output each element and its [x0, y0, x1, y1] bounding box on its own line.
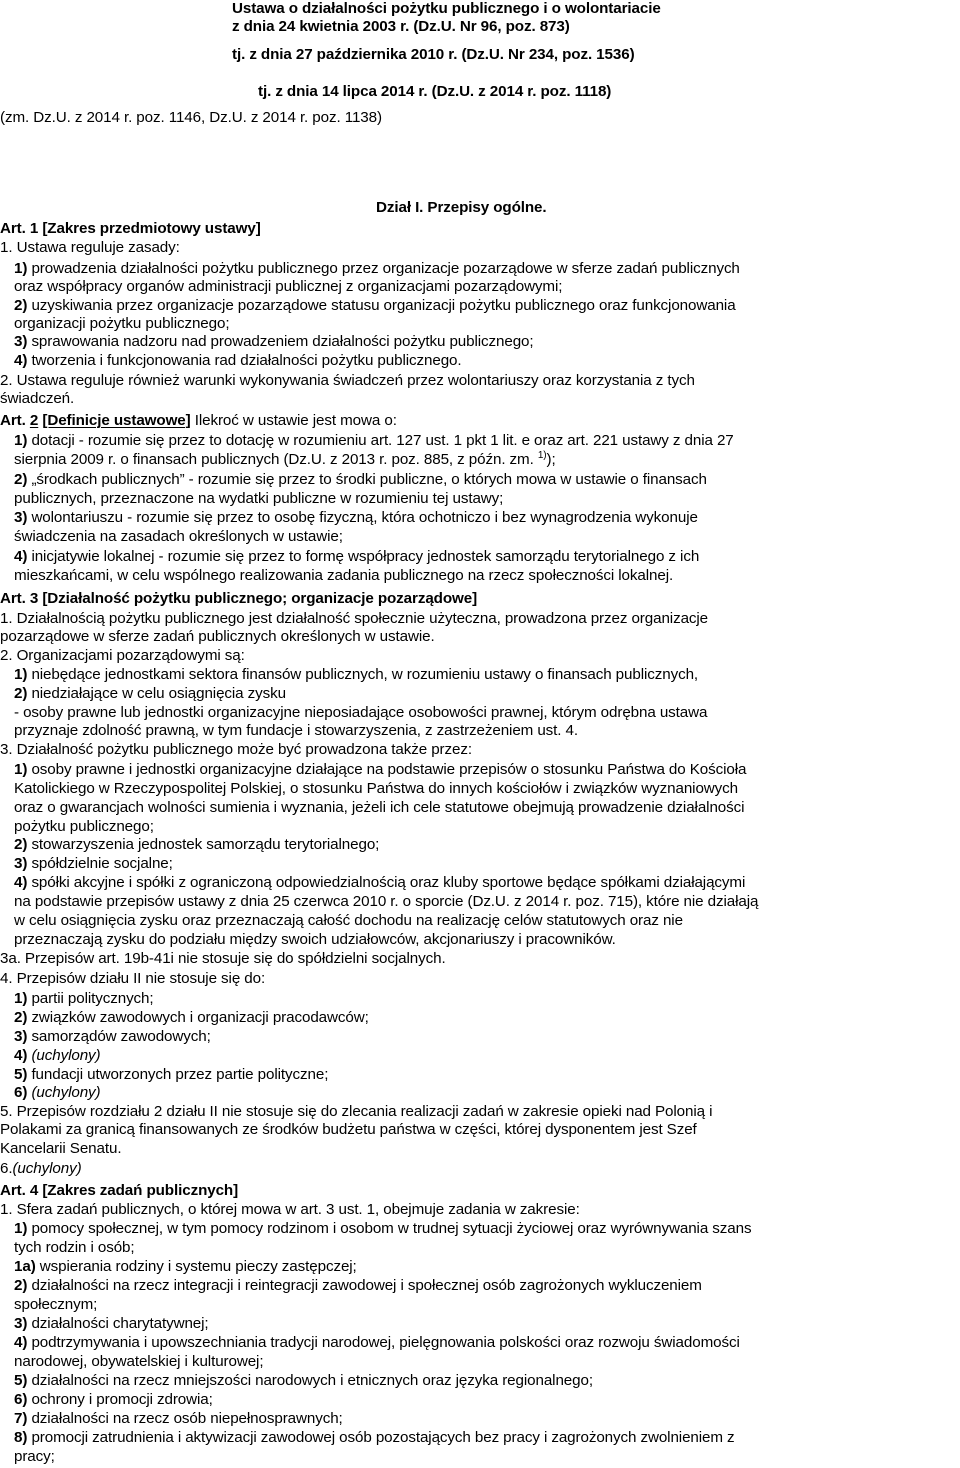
art3-p2-tail-cont: przyznaje zdolność prawną, w tym fundacje i stowarzyszenia, z zastrzeżeniem ust. 4. [14, 722, 579, 739]
art3-p4-item: 3) samorządów zawodowych; [14, 1028, 211, 1045]
art4-item: 3) działalności charytatywnej; [14, 1315, 209, 1332]
item-number: 4) [14, 1047, 28, 1064]
art4-item-cont: tych rodzin i osób; [14, 1239, 135, 1256]
item-number: 1) [14, 432, 28, 449]
item-number: 3) [14, 1315, 28, 1332]
art3-p3-intro: 3. Działalność pożytku publicznego może być prowadzona także przez: [0, 741, 472, 758]
art4-item: 4) podtrzymywania i upowszechniania tradycji narodowej, pielęgnowania polskości oraz rozwoju świadomości [14, 1334, 740, 1351]
art2-item-cont: publicznych, przeznaczone na wydatki publiczne w rozumieniu tej ustawy; [14, 490, 504, 507]
item-number: 3) [14, 333, 28, 350]
item-number: 3) [14, 509, 28, 526]
item-number: 1a) [14, 1258, 36, 1275]
art3-p4-item: 6) (uchylony) [14, 1084, 101, 1101]
art3-p3-item-cont: pożytku publicznego; [14, 818, 154, 835]
art3-p1: 1. Działalnością pożytku publicznego jest działalność społecznie użyteczna, prowadzona przez organizacje [0, 610, 709, 627]
art3-p1-cont: pozarządowe w sferze zadań publicznych określonych w ustawie. [0, 628, 435, 645]
art1-p1-intro: 1. Ustawa reguluje zasady: [0, 239, 180, 256]
item-number: 1) [14, 666, 28, 683]
art3-p4-item: 1) partii politycznych; [14, 990, 154, 1007]
art3-p3-item-cont: Katolickiego w Rzeczypospolitej Polskiej, o stosunku Państwa do innych kościołów i związków wyznaniowych [14, 780, 738, 797]
art3-p2-intro: 2. Organizacjami pozarządowymi są: [0, 647, 245, 664]
art2-item: 2) „środkach publicznych” - rozumie się przez to środki publiczne, o których mowa w ustawie o finansach [14, 471, 707, 488]
art4-p1-intro: 1. Sfera zadań publicznych, o której mowa w art. 3 ust. 1, obejmuje zadania w zakresie: [0, 1201, 580, 1218]
item-number: 6) [14, 1391, 28, 1408]
art4-item: 1) pomocy społecznej, w tym pomocy rodzinom i osobom w trudnej sytuacji życiowej oraz wyrównywania szans [14, 1220, 752, 1237]
act-consolidated-2010: tj. z dnia 27 października 2010 r. (Dz.U. Nr 234, poz. 1536) [232, 46, 635, 63]
art3-p3-item: 1) osoby prawne i jednostki organizacyjne działające na podstawie przepisów o stosunku Państwa do Kościoła [14, 761, 747, 778]
art1-item: 3) sprawowania nadzoru nad prowadzeniem działalności pożytku publicznego; [14, 333, 534, 350]
item-number: 4) [14, 874, 28, 891]
art4-item: 5) działalności na rzecz mniejszości narodowych i etnicznych oraz języka regionalnego; [14, 1372, 593, 1389]
item-number: 2) [14, 1277, 28, 1294]
section-title: Dział I. Przepisy ogólne. [376, 199, 547, 216]
art3-p3a: 3a. Przepisów art. 19b-41i nie stosuje się do spółdzielni socjalnych. [0, 950, 446, 967]
art3-p3-item-cont: w celu osiągnięcia zysku oraz przeznaczają całość dochodu na realizację celów statutowych oraz nie [14, 912, 683, 929]
item-number: 1) [14, 1220, 28, 1237]
art2-item-cont: mieszkańcami, w celu wspólnego realizowania zadania publicznego na rzecz społeczności lokalnej. [14, 567, 674, 584]
item-number: 2) [14, 1009, 28, 1026]
art4-heading: Art. 4 [Zakres zadań publicznych] [0, 1182, 239, 1199]
item-number: 4) [14, 548, 28, 565]
art3-p6: 6.(uchylony) [0, 1160, 82, 1177]
item-number: 3) [14, 1028, 28, 1045]
art1-item-cont: oraz współpracy organów administracji publicznej z organizacjami pozarządowymi; [14, 278, 563, 295]
item-number: 3) [14, 855, 28, 872]
art3-p4-item: 2) związków zawodowych i organizacji pracodawców; [14, 1009, 369, 1026]
art2-item: 3) wolontariuszu - rozumie się przez to osobę fizyczną, która ochotniczo i bez wynagrodzenia wykonuje [14, 509, 698, 526]
art3-p5-cont: Kancelarii Senatu. [0, 1140, 122, 1157]
item-number: 2) [14, 836, 28, 853]
art4-item: 2) działalności na rzecz integracji i reintegracji zawodowej i społecznej osób zagrożonych wykluczeniem [14, 1277, 702, 1294]
act-amendments: (zm. Dz.U. z 2014 r. poz. 1146, Dz.U. z 2014 r. poz. 1138) [0, 109, 382, 126]
art2-item-cont: sierpnia 2009 r. o finansach publicznych (Dz.U. z 2013 r. poz. 885, z późn. zm. $^{1)}$); [14, 449, 556, 468]
art3-p5-cont: Polakami za granicą finansowanych ze środków budżetu państwa w części, której dysponentem jest Szef [0, 1121, 697, 1138]
art4-item: 1a) wspierania rodziny i systemu pieczy zastępczej; [14, 1258, 357, 1275]
art1-item: 4) tworzenia i funkcjonowania rad działalności pożytku publicznego. [14, 352, 462, 369]
art1-item: 2) uzyskiwania przez organizacje pozarządowe statusu organizacji pożytku publicznego oraz funkcjonowania [14, 297, 736, 314]
art1-p2-cont: świadczeń. [0, 390, 75, 407]
art3-p4-intro: 4. Przepisów działu II nie stosuje się do: [0, 970, 266, 987]
art1-item: 1) prowadzenia działalności pożytku publicznego przez organizacje pozarządowe w sferze zadań publicznych [14, 260, 740, 277]
art3-p4-item: 4) (uchylony) [14, 1047, 101, 1064]
art3-p5: 5. Przepisów rozdziału 2 działu II nie stosuje się do zlecania realizacji zadań w zakresie opieki nad Polonią i [0, 1103, 713, 1120]
item-number: 7) [14, 1410, 28, 1427]
art4-item-cont: społecznym; [14, 1296, 98, 1313]
item-number: 5) [14, 1066, 28, 1083]
item-number: 2) [14, 685, 28, 702]
act-consolidated-2014: tj. z dnia 14 lipca 2014 r. (Dz.U. z 2014 r. poz. 1118) [258, 83, 612, 100]
item-number: 2) [14, 297, 28, 314]
item-number: 2) [14, 471, 28, 488]
art2-item: 1) dotacji - rozumie się przez to dotację w rozumieniu art. 127 ust. 1 pkt 1 lit. e oraz art. 221 ustawy z dnia 27 [14, 432, 734, 449]
art2-item-cont: świadczenia na zasadach określonych w ustawie; [14, 528, 343, 545]
art2-item: 4) inicjatywie lokalnej - rozumie się przez to formę współpracy jednostek samorządu terytorialnego z ich [14, 548, 700, 565]
item-number: 4) [14, 1334, 28, 1351]
art3-p3-item-cont: na podstawie przepisów ustawy z dnia 25 czerwca 2010 r. o sporcie (Dz.U. z 2014 r. poz. 715), które nie działają [14, 893, 759, 910]
art4-item: 8) promocji zatrudnienia i aktywizacji zawodowej osób pozostających bez pracy i zagrożonych zwolnieniem z [14, 1429, 735, 1446]
item-number: 4) [14, 352, 28, 369]
art3-p2-tail: - osoby prawne lub jednostki organizacyjne nieposiadające osobowości prawnej, którym odrębna ustawa [14, 704, 708, 721]
art3-p2-item: 2) niedziałające w celu osiągnięcia zysku [14, 685, 286, 702]
art3-p3-item-cont: oraz o gwarancjach wolności sumienia i wyznania, jeżeli ich cele statutowe obejmują prowadzenie działalności [14, 799, 745, 816]
art3-p2-item: 1) niebędące jednostkami sektora finansów publicznych, w rozumieniu ustawy o finansach publicznych, [14, 666, 699, 683]
art3-heading: Art. 3 [Działalność pożytku publicznego; organizacje pozarządowe] [0, 590, 478, 607]
act-date-original: z dnia 24 kwietnia 2003 r. (Dz.U. Nr 96, poz. 873) [232, 18, 570, 35]
art1-item-cont: organizacji pożytku publicznego; [14, 315, 230, 332]
art3-p4-item: 5) fundacji utworzonych przez partie polityczne; [14, 1066, 329, 1083]
art3-p3-item: 3) spółdzielnie socjalne; [14, 855, 173, 872]
item-number: 5) [14, 1372, 28, 1389]
art4-item: 6) ochrony i promocji zdrowia; [14, 1391, 213, 1408]
item-number: 1) [14, 990, 28, 1007]
art2-heading: Art. 2 [Definicje ustawowe] Ilekroć w ustawie jest mowa o: [0, 412, 397, 429]
art3-p3-item: 4) spółki akcyjne i spółki z ograniczoną odpowiedzialnością oraz kluby sportowe będące spółkami działającymi [14, 874, 746, 891]
item-number: 1) [14, 761, 28, 778]
item-number: 6) [14, 1084, 28, 1101]
art4-item-cont: narodowej, obywatelskiej i kulturowej; [14, 1353, 264, 1370]
art3-p3-item-cont: przeznaczają zysku do podziału między swoich udziałowców, akcjonariuszy i pracowników. [14, 931, 616, 948]
item-number: 8) [14, 1429, 28, 1446]
footnote-ref[interactable]: 1) [537, 449, 547, 461]
item-number: 1) [14, 260, 28, 277]
art3-p3-item: 2) stowarzyszenia jednostek samorządu terytorialnego; [14, 836, 380, 853]
art1-p2: 2. Ustawa reguluje również warunki wykonywania świadczeń przez wolontariuszy oraz korzystania z tych [0, 372, 695, 389]
art4-item-cont: pracy; [14, 1448, 55, 1465]
art4-item: 7) działalności na rzecz osób niepełnosprawnych; [14, 1410, 343, 1427]
act-title: Ustawa o działalności pożytku publicznego i o wolontariacie [232, 0, 661, 17]
art1-heading: Art. 1 [Zakres przedmiotowy ustawy] [0, 220, 261, 237]
